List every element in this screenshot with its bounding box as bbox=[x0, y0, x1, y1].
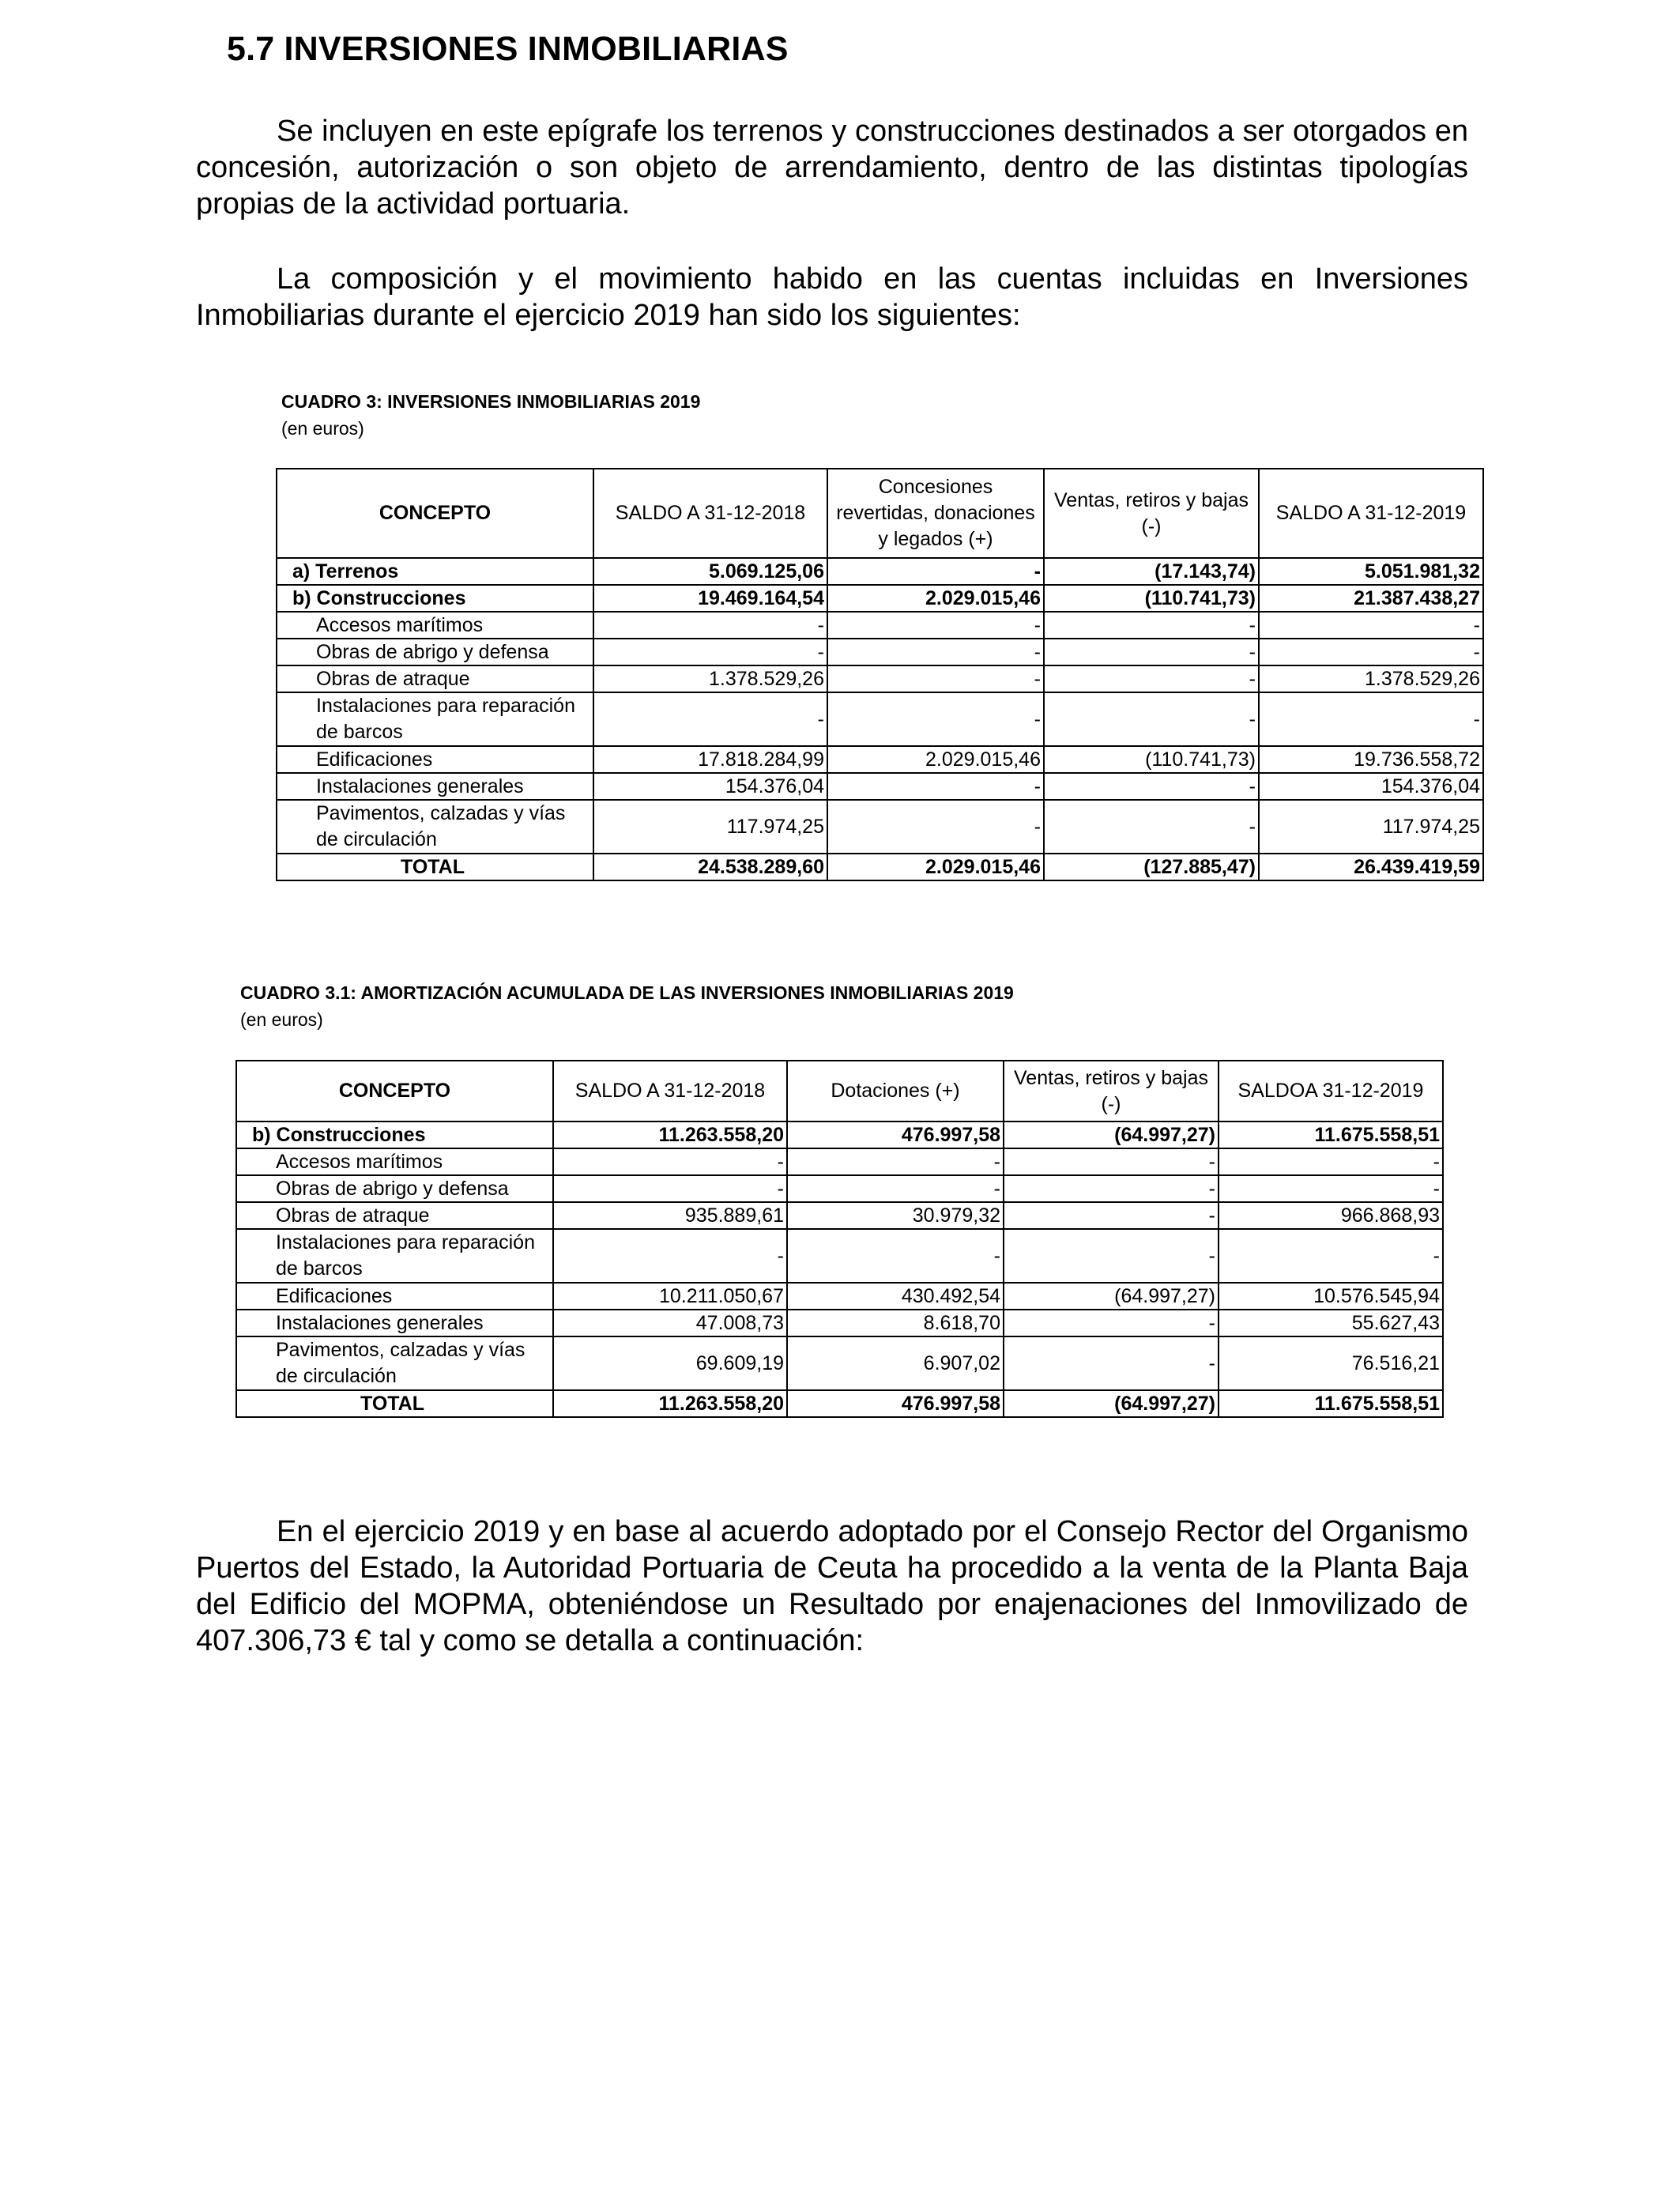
cell-value: - bbox=[1004, 1229, 1219, 1283]
cell-value: - bbox=[593, 692, 827, 746]
cell-value: 47.008,73 bbox=[553, 1310, 787, 1336]
row-label: b) Construcciones bbox=[236, 1122, 553, 1148]
cell-value: 76.516,21 bbox=[1219, 1336, 1443, 1390]
cell-value: - bbox=[1219, 1229, 1443, 1283]
table-row bbox=[236, 1336, 1443, 1390]
cell-value: 6.907,02 bbox=[787, 1336, 1004, 1390]
cell-value: - bbox=[1004, 1175, 1219, 1202]
row-label: TOTAL bbox=[277, 854, 593, 880]
cell-value: - bbox=[1259, 612, 1483, 639]
cell-value: 966.868,93 bbox=[1219, 1202, 1443, 1229]
table1-subcaption: (en euros) bbox=[281, 418, 364, 439]
cell-value: (64.997,27) bbox=[1004, 1122, 1219, 1148]
cell-value: - bbox=[1044, 692, 1259, 746]
table-row bbox=[277, 746, 1483, 773]
cell-value: - bbox=[593, 612, 827, 639]
cell-value: 2.029.015,46 bbox=[827, 854, 1044, 880]
row-label: Pavimentos, calzadas y vías de circulación bbox=[277, 800, 593, 854]
cell-value: - bbox=[553, 1229, 787, 1283]
cell-value: (110.741,73) bbox=[1044, 746, 1259, 773]
row-label: Instalaciones generales bbox=[277, 773, 593, 800]
table-total-row bbox=[277, 854, 1483, 880]
table-row bbox=[277, 800, 1483, 854]
table-row bbox=[236, 1175, 1443, 1202]
depreciation-table bbox=[235, 1060, 1444, 1418]
cell-value: 8.618,70 bbox=[787, 1310, 1004, 1336]
table-row bbox=[277, 639, 1483, 665]
cell-value: - bbox=[827, 612, 1044, 639]
column-header-concepto: CONCEPTO bbox=[236, 1061, 553, 1122]
cell-value: 154.376,04 bbox=[593, 773, 827, 800]
cell-value: - bbox=[787, 1148, 1004, 1175]
table-row bbox=[236, 1202, 1443, 1229]
intro-paragraph: Se incluyen en este epígrafe los terrenos y construcciones destinados a ser otorgados en concesión, autorización o son objeto de arrendamiento, dentro de las distintas tipologías propias de la actividad portuaria. bbox=[196, 115, 1468, 221]
row-label: Instalaciones para reparación de barcos bbox=[236, 1229, 553, 1283]
cell-value: 10.211.050,67 bbox=[553, 1283, 787, 1310]
row-label: Obras de atraque bbox=[277, 665, 593, 692]
table-row bbox=[277, 558, 1483, 585]
cell-value: (64.997,27) bbox=[1004, 1283, 1219, 1310]
table-row bbox=[277, 612, 1483, 639]
cell-value: - bbox=[1219, 1175, 1443, 1202]
cell-value: - bbox=[1259, 639, 1483, 665]
cell-value: 11.263.558,20 bbox=[553, 1390, 787, 1417]
cell-value: - bbox=[1004, 1202, 1219, 1229]
cell-value: 935.889,61 bbox=[553, 1202, 787, 1229]
cell-value: - bbox=[553, 1175, 787, 1202]
cell-value: (64.997,27) bbox=[1004, 1390, 1219, 1417]
cell-value: 154.376,04 bbox=[1259, 773, 1483, 800]
row-label: Instalaciones para reparación de barcos bbox=[277, 692, 593, 746]
cell-value: 19.736.558,72 bbox=[1259, 746, 1483, 773]
column-header-saldo-2019: SALDOA 31-12-2019 bbox=[1219, 1061, 1443, 1122]
cell-value: - bbox=[827, 665, 1044, 692]
cell-value: 21.387.438,27 bbox=[1259, 585, 1483, 612]
row-label: Instalaciones generales bbox=[236, 1310, 553, 1336]
table-row bbox=[277, 585, 1483, 612]
cell-value: 2.029.015,46 bbox=[827, 746, 1044, 773]
column-header-saldo-2018: SALDO A 31-12-2018 bbox=[593, 469, 827, 558]
row-label: Edificaciones bbox=[277, 746, 593, 773]
table-row bbox=[236, 1148, 1443, 1175]
cell-value: (127.885,47) bbox=[1044, 854, 1259, 880]
table1-caption: CUADRO 3: INVERSIONES INMOBILIARIAS 2019 bbox=[281, 391, 701, 412]
row-label: Edificaciones bbox=[236, 1283, 553, 1310]
cell-value: 1.378.529,26 bbox=[593, 665, 827, 692]
cell-value: 11.675.558,51 bbox=[1219, 1122, 1443, 1148]
cell-value: 2.029.015,46 bbox=[827, 585, 1044, 612]
cell-value: 5.069.125,06 bbox=[593, 558, 827, 585]
cell-value: 19.469.164,54 bbox=[593, 585, 827, 612]
column-header-saldo-2018: SALDO A 31-12-2018 bbox=[553, 1061, 787, 1122]
cell-value: - bbox=[827, 639, 1044, 665]
cell-value: 69.609,19 bbox=[553, 1336, 787, 1390]
cell-value: - bbox=[593, 639, 827, 665]
cell-value: - bbox=[1044, 800, 1259, 854]
cell-value: 26.439.419,59 bbox=[1259, 854, 1483, 880]
table-row bbox=[236, 1122, 1443, 1148]
cell-value: - bbox=[1044, 612, 1259, 639]
row-label: Accesos marítimos bbox=[236, 1148, 553, 1175]
cell-value: 11.675.558,51 bbox=[1219, 1390, 1443, 1417]
row-label: Obras de atraque bbox=[236, 1202, 553, 1229]
cell-value: - bbox=[827, 800, 1044, 854]
cell-value: 117.974,25 bbox=[593, 800, 827, 854]
cell-value: - bbox=[827, 773, 1044, 800]
sale-paragraph: En el ejercicio 2019 y en base al acuerdo adoptado por el Consejo Rector del Organismo Puertos del Estado, la Autoridad Portuaria de Ceuta ha procedido a la venta de la Planta Baja del Edificio del MOPMA, obteniéndose un Resultado por enajenaciones del Inmovilizado de 407.306,73 € tal y como se detalla a continuación: bbox=[196, 1515, 1468, 1657]
table-header-row bbox=[236, 1061, 1443, 1122]
cell-value: - bbox=[827, 558, 1044, 585]
column-header-concepto: CONCEPTO bbox=[277, 469, 593, 558]
table-row bbox=[277, 692, 1483, 746]
table-row bbox=[277, 665, 1483, 692]
cell-value: 117.974,25 bbox=[1259, 800, 1483, 854]
table2-subcaption: (en euros) bbox=[240, 1009, 323, 1030]
table-row bbox=[277, 773, 1483, 800]
row-label: a) Terrenos bbox=[277, 558, 593, 585]
cell-value: - bbox=[1219, 1148, 1443, 1175]
cell-value: - bbox=[1044, 773, 1259, 800]
cell-value: - bbox=[1004, 1148, 1219, 1175]
table-row bbox=[236, 1283, 1443, 1310]
row-label: TOTAL bbox=[236, 1390, 553, 1417]
cell-value: - bbox=[1259, 692, 1483, 746]
cell-value: (110.741,73) bbox=[1044, 585, 1259, 612]
table-row bbox=[236, 1229, 1443, 1283]
column-header-concesiones: Concesiones revertidas, donaciones y legados (+) bbox=[827, 469, 1044, 558]
cell-value: (17.143,74) bbox=[1044, 558, 1259, 585]
cell-value: 30.979,32 bbox=[787, 1202, 1004, 1229]
row-label: Obras de abrigo y defensa bbox=[277, 639, 593, 665]
investments-table bbox=[276, 468, 1484, 881]
cell-value: 55.627,43 bbox=[1219, 1310, 1443, 1336]
cell-value: 17.818.284,99 bbox=[593, 746, 827, 773]
cell-value: 24.538.289,60 bbox=[593, 854, 827, 880]
table2-caption: CUADRO 3.1: AMORTIZACIÓN ACUMULADA DE LAS INVERSIONES INMOBILIARIAS 2019 bbox=[240, 982, 1014, 1003]
cell-value: - bbox=[1044, 639, 1259, 665]
row-label: Accesos marítimos bbox=[277, 612, 593, 639]
cell-value: 10.576.545,94 bbox=[1219, 1283, 1443, 1310]
cell-value: 430.492,54 bbox=[787, 1283, 1004, 1310]
cell-value: - bbox=[553, 1148, 787, 1175]
row-label: b) Construcciones bbox=[277, 585, 593, 612]
composition-paragraph: La composición y el movimiento habido en las cuentas incluidas en Inversiones Inmobiliarias durante el ejercicio 2019 han sido los siguientes: bbox=[196, 262, 1468, 332]
cell-value: - bbox=[1004, 1310, 1219, 1336]
cell-value: - bbox=[827, 692, 1044, 746]
column-header-saldo-2019: SALDO A 31-12-2019 bbox=[1259, 469, 1483, 558]
cell-value: 476.997,58 bbox=[787, 1122, 1004, 1148]
table-header-row bbox=[277, 469, 1483, 558]
section-heading: 5.7 INVERSIONES INMOBILIARIAS bbox=[227, 30, 789, 68]
column-header-ventas: Ventas, retiros y bajas (-) bbox=[1004, 1061, 1219, 1122]
cell-value: - bbox=[787, 1175, 1004, 1202]
column-header-dotaciones: Dotaciones (+) bbox=[787, 1061, 1004, 1122]
cell-value: 476.997,58 bbox=[787, 1390, 1004, 1417]
cell-value: - bbox=[1004, 1336, 1219, 1390]
cell-value: 5.051.981,32 bbox=[1259, 558, 1483, 585]
row-label: Obras de abrigo y defensa bbox=[236, 1175, 553, 1202]
cell-value: 1.378.529,26 bbox=[1259, 665, 1483, 692]
table-row bbox=[236, 1310, 1443, 1336]
row-label: Pavimentos, calzadas y vías de circulación bbox=[236, 1336, 553, 1390]
column-header-ventas: Ventas, retiros y bajas (-) bbox=[1044, 469, 1259, 558]
cell-value: 11.263.558,20 bbox=[553, 1122, 787, 1148]
table-total-row bbox=[236, 1390, 1443, 1417]
cell-value: - bbox=[787, 1229, 1004, 1283]
cell-value: - bbox=[1044, 665, 1259, 692]
